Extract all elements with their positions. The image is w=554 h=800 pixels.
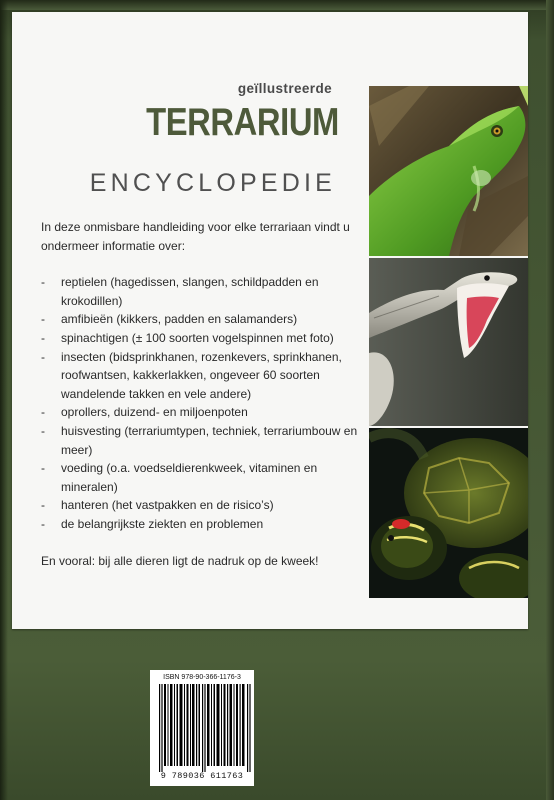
list-item: - spinachtigen (± 100 soorten vogelspinnen met foto) — [41, 329, 359, 348]
list-item: - de belangrijkste ziekten en problemen — [41, 515, 359, 534]
list-bullet: - — [41, 330, 45, 345]
list-bullet: - — [41, 498, 45, 513]
list-item: - oprollers, duizend- en miljoenpoten — [41, 403, 359, 422]
blurb — [41, 218, 359, 582]
book-top-edge — [0, 0, 554, 10]
cover-kicker: geïllustreerde — [237, 81, 332, 96]
blurb-outro: En vooral: bij alle dieren ligt de nadruk op de kweek! — [41, 553, 319, 568]
cover-title: TERRARIUM — [146, 101, 339, 144]
list-bullet: - — [41, 312, 45, 327]
turtle-image — [369, 428, 528, 598]
turtle-photo — [369, 428, 528, 598]
blurb-intro: In deze onmisbare handleiding voor elke terrariaan vindt u ondermeer informatie over: — [41, 220, 350, 253]
snake-image — [369, 258, 528, 426]
iguana-photo — [369, 86, 528, 256]
list-item: - reptielen (hagedissen, slangen, schildpadden en krokodillen) — [41, 275, 319, 308]
list-bullet: - — [41, 405, 45, 420]
list-bullet: - — [41, 423, 45, 438]
snake-photo — [369, 258, 528, 426]
book-right-edge — [546, 0, 554, 800]
list-item: - huisvesting (terrariumtypen, techniek, terrariumbouw en meer) — [41, 423, 358, 457]
iguana-image — [369, 86, 528, 256]
list-bullet: - — [41, 461, 45, 476]
list-item: - voeding (o.a. voedseldierenkweek, vitaminen en mineralen) — [41, 461, 318, 494]
blurb-list — [41, 273, 359, 533]
cover-subtitle: ENCYCLOPEDIE — [89, 169, 336, 197]
list-item: - amfibieën (kikkers, padden en salamanders) — [41, 310, 359, 329]
ean-number: 9 789036 611763 — [160, 771, 244, 781]
isbn-text: ISBN 978-90-366-1176-3 — [163, 674, 241, 681]
spine-shadow — [0, 0, 8, 800]
list-bullet: - — [41, 516, 45, 531]
list-item: - insecten (bidsprinkhanen, rozenkevers, sprinkhanen, roofwantsen, kakkerlakken, ongeveer 60 soorten wandelende takken en vele andere) — [41, 349, 342, 401]
barcode-label — [150, 670, 254, 786]
list-bullet: - — [41, 275, 45, 290]
barcode-icon — [159, 684, 251, 772]
list-bullet: - — [41, 349, 45, 364]
list-item: - hanteren (het vastpakken en de risico’s) — [41, 496, 359, 515]
